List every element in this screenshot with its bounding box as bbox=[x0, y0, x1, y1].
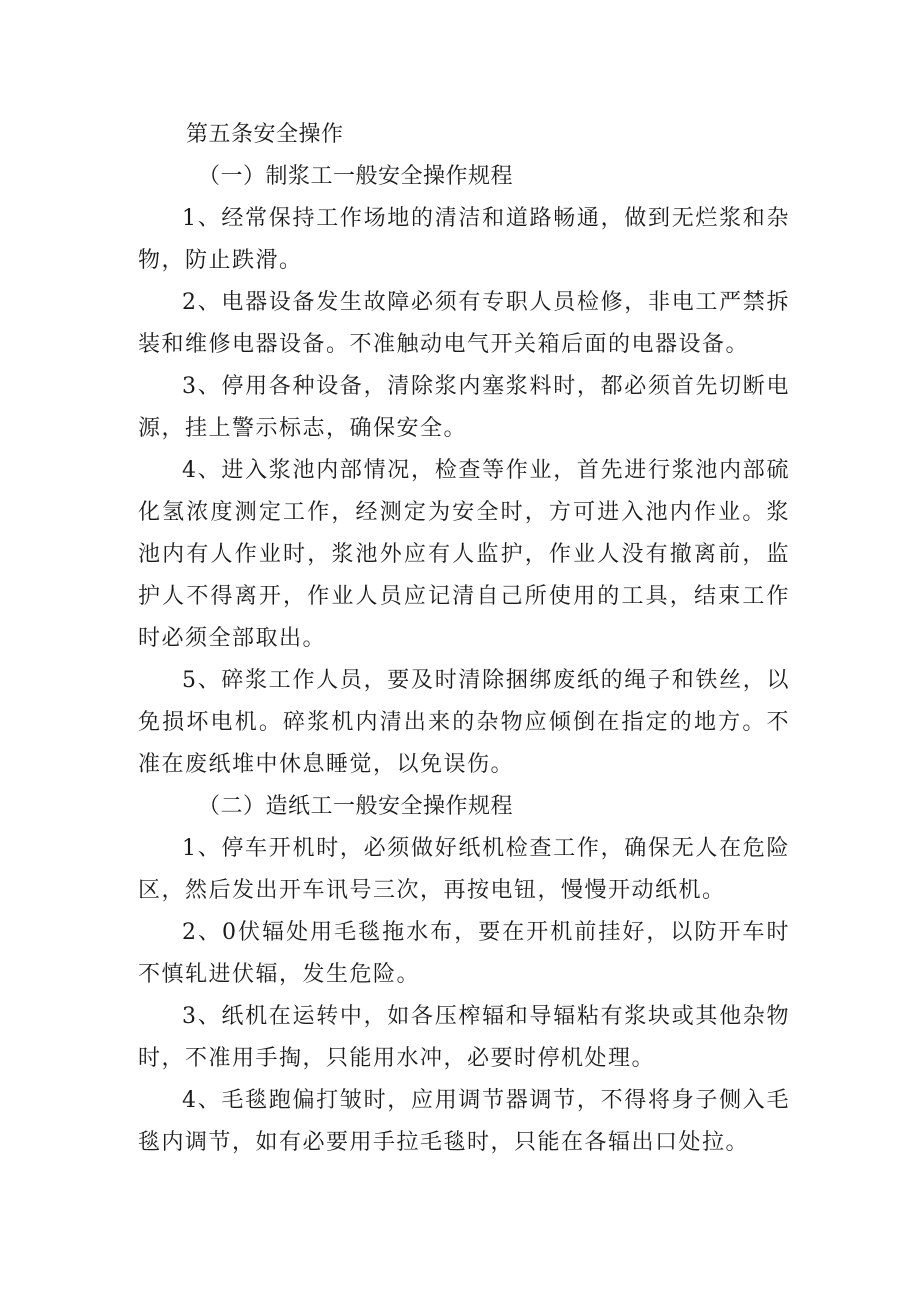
paragraph-papermaking-1: 1、停车开机时，必须做好纸机检查工作，确保无人在危险区，然后发出开车讯号三次，再按电钮，慢慢开动纸机。 bbox=[138, 836, 790, 903]
document-body bbox=[138, 114, 790, 1164]
paragraph-papermaking-4: 4、毛毯跑偏打皱时，应用调节器调节，不得将身子侧入毛毯内调节，如有必要用手拉毛毯时，只能在各辐出口处拉。 bbox=[138, 1088, 790, 1155]
paragraph-pulping-4: 4、进入浆池内部情况，检查等作业，首先进行浆池内部硫化氢浓度测定工作，经测定为安全时，方可进入池内作业。浆池内有人作业时，浆池外应有人监护，作业人没有撤离前，监护人不得离开，作业人员应记清自己所使用的工具，结束工作时必须全部取出。 bbox=[138, 458, 790, 651]
paragraph-pulping-1: 1、经常保持工作场地的清洁和道路畅通，做到无烂浆和杂物，防止跌滑。 bbox=[138, 206, 790, 273]
section-heading-papermaking: （二）造纸工一般安全操作规程 bbox=[198, 794, 514, 819]
paragraph-pulping-3: 3、停用各种设备，清除浆内塞浆料时，都必须首先切断电源，挂上警示标志，确保安全。 bbox=[138, 374, 790, 441]
paragraph-papermaking-2: 2、0伏辐处用毛毯拖水布，要在开机前挂好，以防开车时不慎轧进伏辐，发生危险。 bbox=[138, 920, 790, 987]
paragraph-pulping-2: 2、电器设备发生故障必须有专职人员检修，非电工严禁拆装和维修电器设备。不准触动电气开关箱后面的电器设备。 bbox=[138, 290, 790, 357]
paragraph-pulping-5: 5、碎浆工作人员，要及时清除捆绑废纸的绳子和铁丝，以免损坏电机。碎浆机内清出来的杂物应倾倒在指定的地方。不准在废纸堆中休息睡觉，以免误伤。 bbox=[138, 668, 790, 777]
section-heading-pulping: （一）制浆工一般安全操作规程 bbox=[198, 164, 514, 189]
paragraph-papermaking-3: 3、纸机在运转中，如各压榨辐和导辐粘有浆块或其他杂物时，不准用手掏，只能用水冲，必要时停机处理。 bbox=[138, 1004, 790, 1071]
article-title: 第五条安全操作 bbox=[186, 122, 344, 147]
